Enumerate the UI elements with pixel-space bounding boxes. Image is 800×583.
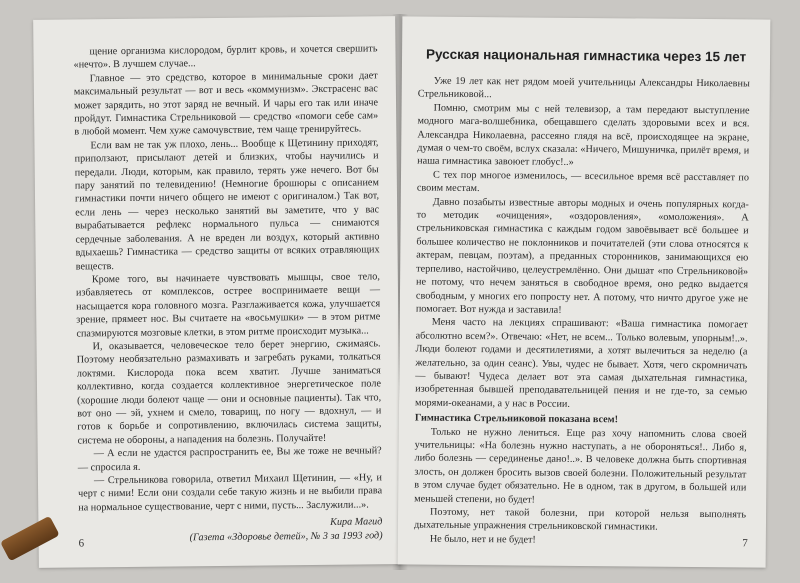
page-number-right: 7	[742, 537, 748, 550]
paragraph: И, оказывается, человеческое тело берет энергию, сжимаясь. Поэтому необязательно размахивать и загребать руками, толкаться локтями. Кислорода пока всем хватит. Лучше заниматься коллективно, когда создается коллективное энергетическое поле (хорошие люди болеют чаще — они и основные пациенты). Так что, вот оно — эй, ухнем и смело, товарищ, по ногу — вдохнул, — и готов к борьбе и сопротивлению, включилась система защиты, система не обороны, а нападения на болезнь. Получайте!	[76, 338, 382, 447]
paragraph: — А если не удастся распространить ее, Вы же тоже не вечный? — спросила я.	[77, 445, 382, 474]
paragraph: Не было, нет и не будет!	[429, 533, 536, 546]
paragraph: Если вам не так уж плохо, лень... Вообще к Щетинину приходят, приползают, присылают детей и близких, чтобы научились и передали. Люди, которым, как правило, терять уже нечего. Вот бы пару занятий по телевидению! (Немногие брошюры с описанием гимнастики почти ничего общего не имеют с оригиналом.) Так вот, если лень — через несколько занятий вы заметите, что у вас вырабатывается рефлекс нормального пульса — снимаются сердечные заболевания. А не вреден ли воздух, который активно вдыхаешь? Гимнастика — средство защиты от всяких отравляющих веществ.	[74, 137, 380, 272]
paragraph: щение организма кислородом, бурлит кровь, и хочется свершить «нечто». В лучшем случае...	[73, 43, 378, 71]
paragraph: Помню, смотрим мы с ней телевизор, а там передают выступление модного мага-волшебника, обещавшего сделать здоровыми всех и вся. Александра Николаевна, рассеяно глядя на всё, происходящее на экране, думая о чем-то своём, вслух сказала: «Ничего, Мишуничка, прилёт время, и наша гимнастика завоюет глобус!..»	[417, 102, 750, 169]
page-number-left: 6	[78, 537, 85, 550]
left-page	[33, 16, 401, 568]
paragraph: Давно позабыты известные авторы модных и очень популярных когда-то методик «очищения», «оздоровления», «омоложения». А стрельниковская гимнастика с каждым годом завоёвывает всё большее и большее количество не поклонников и почитателей (эти слова относятся к актерам, певцам, поэтам), а преданных сторонников, занимающихся ею терпеливо, настойчиво, целеустремлённо. Они дышат «по Стрельниковой» не потому, что нечем заняться в свободное время, оно редко выдается свободным, у многих его попросту нет. А потому, что ничто другое уже не помогает. Вот нужда и заставила!	[415, 196, 749, 316]
paragraph: Кроме того, вы начинаете чувствовать мышцы, свое тело, избавляетесь от комплексов, острее воспринимаете вещи — насыщается кора головного мозга. Разглаживается кожа, улучшается зрение, прямеет нос. Вы считаете на «восьмушки» — в этом ритме спазмируются мозговые клетки, в этом ритме происходит музыка...	[75, 271, 381, 340]
left-page-text	[73, 42, 382, 545]
paragraph: — Стрельникова говорила, ответил Михаил Щетинин, — «Ну, и черт с ними! Если они создали себе такую жизнь и не выбили права на нормальное существование, черт с ними, пусть... Заслужили...».	[78, 472, 383, 514]
right-page	[398, 16, 771, 567]
page-title: Русская национальная гимнастика через 15 лет	[425, 46, 747, 65]
paragraph: Только не нужно лениться. Еще раз хочу напомнить слова своей учительницы: «На болезнь нужно наступать, а не обороняться!.. Либо я, либо болезнь — серединенье дано!..». В человеке должна быть спортивная злость, он должен бросить вызов своей болезни. Положительный результат в этом случае будет обязательно. Не в одном, так в другом, в большей или меньшей степени, но будет!	[414, 426, 747, 506]
paragraph: Меня часто на лекциях спрашивают: «Ваша гимнастика помогает абсолютно всем?». Отвечаю: «Нет, не всем... Только волевым, упорным!..». Люди болеют годами и десятилетиями, а хотят вылечиться за неделю (а желательно, за один сеанс). Увы, чудес не бывает. Хотя, чего скромничать — бывают! Чудеса делает вот эта самая дыхательная гимнастика, изобретенная бывшей преподавательницей пения и не где-то, за семью морями-океанами, а у нас в России.	[414, 316, 748, 410]
paragraph: Поэтому, нет такой болезни, при которой нельзя выполнять дыхательные упражнения стрельниковской гимнастики.	[413, 506, 747, 534]
article-author: Кира Магид	[330, 516, 383, 529]
right-page-text	[414, 75, 750, 549]
paragraph: Уже 19 лет как нет рядом моей учительницы Александры Николаевны Стрельниковой...	[417, 75, 750, 101]
paragraph: Главное — это средство, которое в минимальные сроки дает максимальный результат — вот и весь «коммунизм». Экстрасенс вас может зарядить, но этот заряд не вечный. И чары его так или иначе пройдут. Гимнастика Стрельниковой — средство «помоги себе сам» в любой момент. Чем хуже самочувствие, тем чаще тренируйтесь.	[73, 70, 379, 138]
section-subheading: Гимнастика Стрельниковой показана всем!	[414, 412, 619, 426]
paragraph: С тех пор многое изменилось, — всесильное время всё расставляет по своим местам.	[416, 169, 750, 195]
article-source: (Газета «Здоровье детей», № 3 за 1993 год)	[189, 529, 383, 543]
